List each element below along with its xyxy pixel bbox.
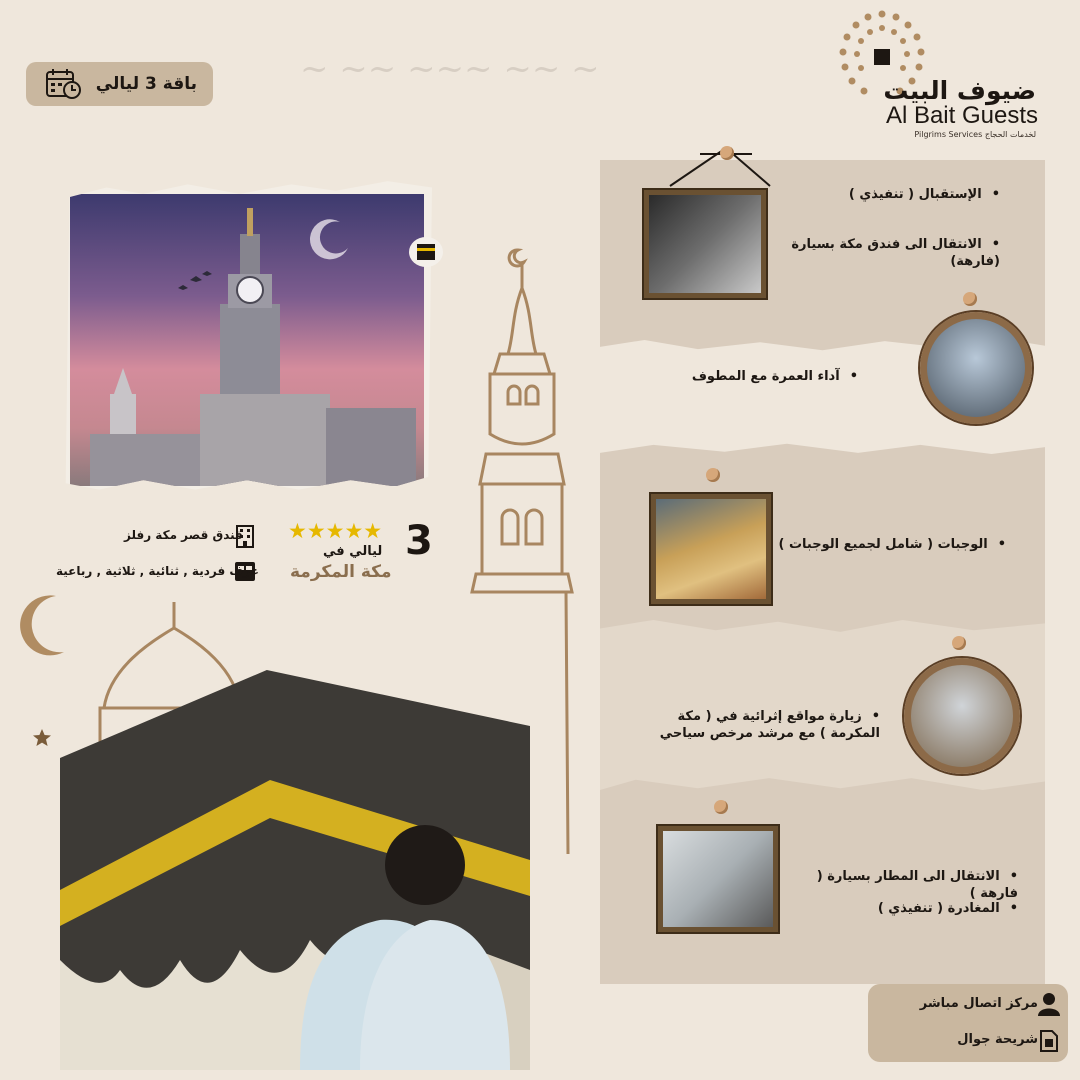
service-meals: • الوجبات ( شامل لجميع الوجبات ) bbox=[776, 536, 1006, 553]
kaaba-sticker-icon bbox=[408, 236, 444, 268]
package-label: باقة 3 ليالي bbox=[95, 74, 197, 94]
contact-box bbox=[868, 984, 1068, 1062]
museum-round-photo bbox=[904, 658, 1020, 774]
hotel-name: فندق قصر مكة رفلز bbox=[124, 528, 243, 542]
service-visit: • زيارة مواقع إثرائية في ( مكة المكرمة ) مع مرشد مرخص سياحي bbox=[640, 708, 880, 742]
nights-count: 3 bbox=[405, 518, 433, 564]
pin-5 bbox=[714, 800, 728, 814]
pin-4 bbox=[952, 636, 966, 650]
sim-card-label: شريحة جوال bbox=[957, 1032, 1038, 1047]
logo-subtitle: Pilgrims Services لخدمات الحجاج bbox=[914, 130, 1036, 139]
background-texture: ~ ~~ ~~~ ~~ ~ bbox=[300, 49, 600, 89]
service-departure: • المغادرة ( تنفيذي ) bbox=[778, 900, 1018, 917]
star-decor-icon bbox=[32, 728, 52, 748]
nights-label: ليالي في bbox=[323, 544, 383, 559]
service-hotel-transfer: • الانتقال الى فندق مكة بسيارة (فارهة) bbox=[780, 236, 1000, 270]
logo-name-ar: ضيوف البيت bbox=[883, 76, 1036, 105]
user-icon bbox=[1038, 992, 1060, 1016]
logo-name-en: Al Bait Guests bbox=[885, 102, 1038, 129]
pin-3 bbox=[706, 468, 720, 482]
meals-photo bbox=[651, 494, 771, 604]
crescent-icon bbox=[12, 592, 72, 660]
call-center-label: مركز اتصال مباشر bbox=[919, 996, 1038, 1011]
city-name: مكة المكرمة bbox=[290, 562, 392, 582]
service-reception: • الإستقبال ( تنفيذي ) bbox=[780, 186, 1000, 203]
airport-photo bbox=[658, 826, 778, 932]
calendar-clock-icon bbox=[46, 68, 82, 100]
pin-2 bbox=[963, 292, 977, 306]
kaaba-round-photo bbox=[920, 312, 1032, 424]
clock-tower-photo bbox=[62, 178, 432, 496]
pin-1 bbox=[720, 146, 734, 160]
reception-photo bbox=[644, 190, 766, 298]
hotel-rating-stars: ★★★★★ bbox=[288, 519, 383, 543]
room-types: غرف فردية , ثنائية , ثلاثية , رباعية bbox=[56, 564, 259, 578]
sim-card-icon bbox=[1040, 1030, 1058, 1052]
service-umrah: • آداء العمرة مع المطوف bbox=[628, 368, 858, 385]
service-airport-transfer: • الانتقال الى المطار بسيارة ( فارهة ) bbox=[778, 868, 1018, 902]
package-badge bbox=[26, 62, 213, 106]
kaaba-image bbox=[60, 670, 530, 1070]
